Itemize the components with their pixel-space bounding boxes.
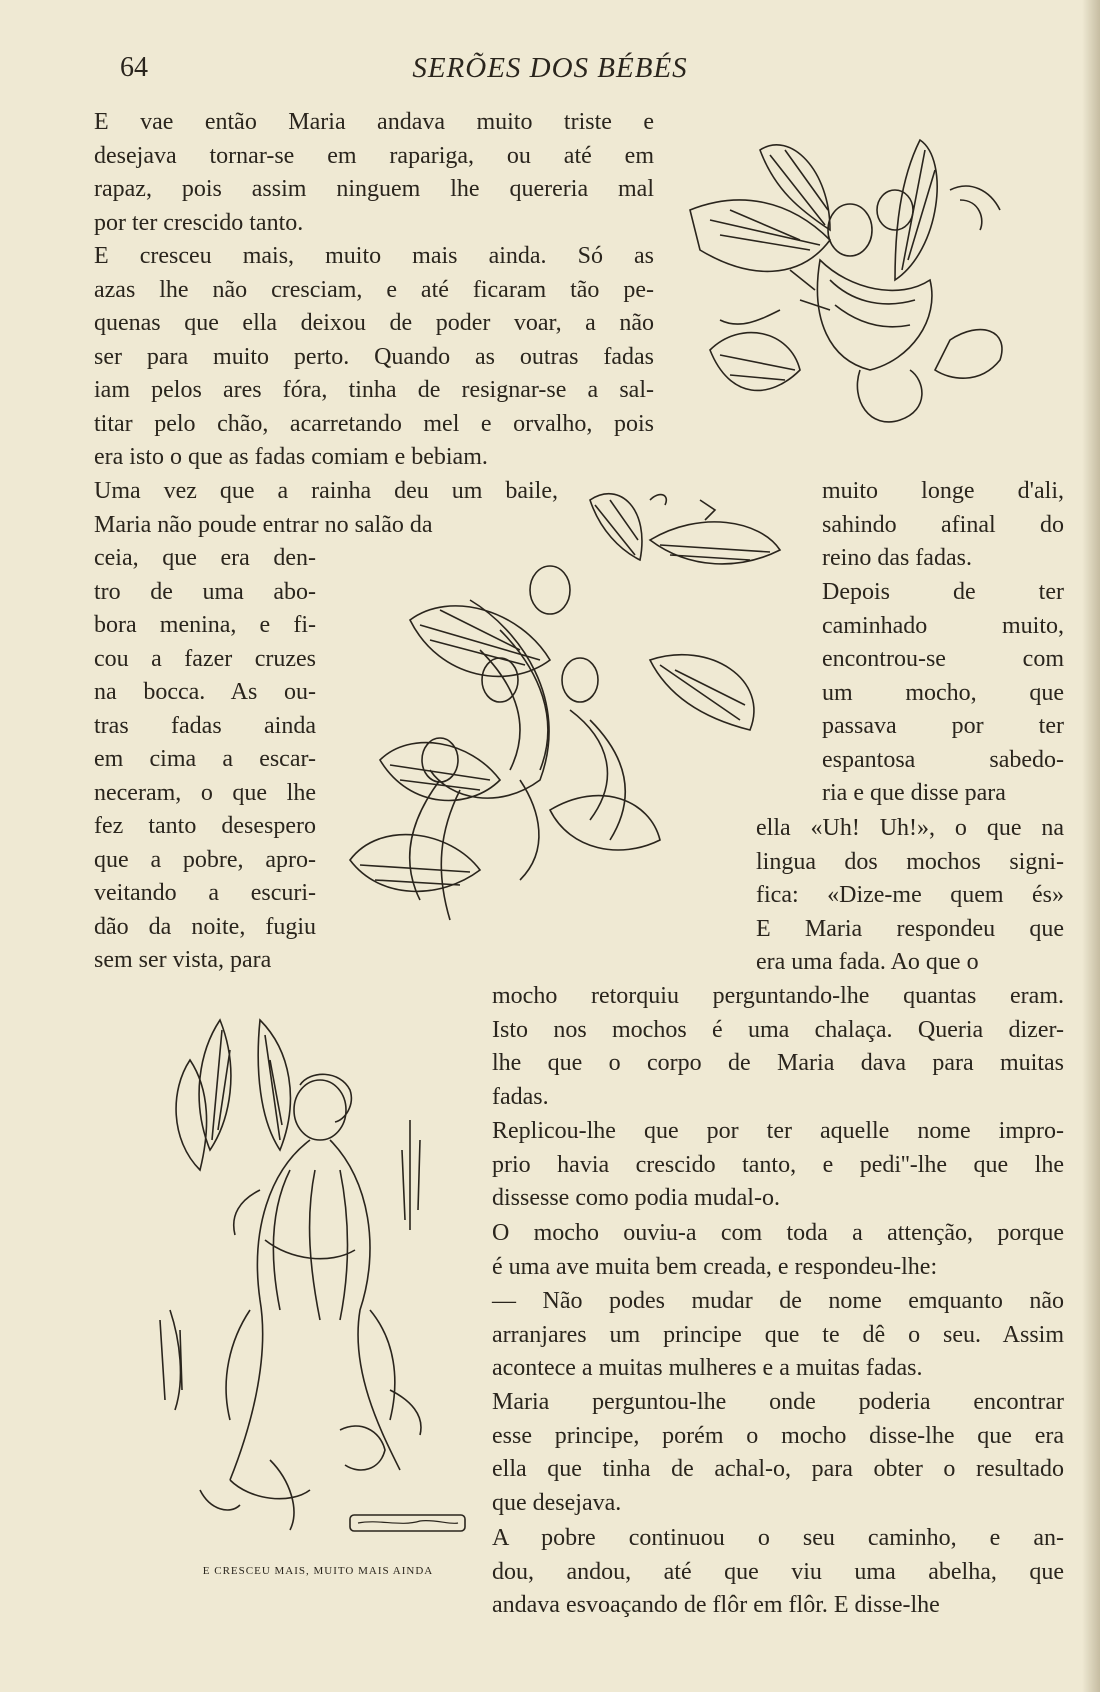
text-line: sem ser vista, para xyxy=(94,947,272,973)
page-number: 64 xyxy=(120,52,148,83)
text-line: tro de uma abo- xyxy=(94,578,316,605)
text-line: andava esvoaçando de flôr em flôr. E disse-lhe xyxy=(492,1592,940,1618)
paragraph-5 xyxy=(492,1115,1064,1216)
paragraph-7 xyxy=(492,1285,1064,1386)
text-line: ella que tinha de achal-o, para obter o resultado xyxy=(492,1456,1064,1482)
text-line: Maria perguntou-lhe onde poderia encontrar xyxy=(492,1389,1064,1415)
text-line: caminhado muito, xyxy=(822,612,1064,639)
text-line: arranjares um principe que te dê o seu. Assim xyxy=(492,1321,1064,1348)
text-line: que desejava. xyxy=(492,1489,622,1516)
text-line: na bocca. As ou- xyxy=(94,679,316,705)
fairy-cluster-illustration xyxy=(680,130,1020,440)
running-title: SERÕES DOS BÉBÉS xyxy=(412,52,688,84)
text-line: dissesse como podia mudal-o. xyxy=(492,1185,780,1211)
text-line: fez tanto desespero xyxy=(94,813,316,839)
text-line: dão da noite, fugiu xyxy=(94,913,316,940)
text-line: lhe que o corpo de Maria dava para muitas xyxy=(492,1050,1064,1076)
page-edge-shadow xyxy=(1082,0,1100,1692)
text-line: iam pelos ares fóra, tinha de resignar-se a sal- xyxy=(94,377,654,403)
text-line: Uma vez que a rainha deu um baile, xyxy=(94,478,558,504)
text-line: lingua dos mochos signi- xyxy=(756,848,1064,875)
text-line: bora menina, e fi- xyxy=(94,612,316,638)
flying-fairies-illustration xyxy=(320,480,820,950)
text-line: sahindo afinal do xyxy=(822,511,1064,538)
text-line: que a pobre, apro- xyxy=(94,846,316,873)
text-line: fadas. xyxy=(492,1083,549,1110)
paragraph-6 xyxy=(492,1217,1064,1284)
text-line: azas lhe não cresciam, e até ficaram tão pe- xyxy=(94,276,654,303)
text-line: um mocho, que xyxy=(822,679,1064,706)
text-line: tras fadas ainda xyxy=(94,712,316,739)
paragraph-4-narrow xyxy=(822,576,1064,811)
text-line: reino das fadas. xyxy=(822,545,972,571)
text-line: rapaz, pois assim ninguem lhe quereria mal xyxy=(94,176,654,202)
page-header xyxy=(0,44,1100,94)
text-line: veitando a escuri- xyxy=(94,880,316,906)
text-line: acontece a muitas mulheres e a muitas fadas. xyxy=(492,1355,923,1381)
text-line: Replicou-lhe que por ter aquelle nome impro- xyxy=(492,1118,1064,1144)
paragraph-1 xyxy=(94,106,654,240)
text-line: neceram, o que lhe xyxy=(94,779,316,806)
text-line: ella «Uh! Uh!», o que na xyxy=(756,815,1064,841)
text-line: passava por ter xyxy=(822,713,1064,739)
text-line: E vae então Maria andava muito triste e xyxy=(94,109,654,135)
text-line: Isto nos mochos é uma chalaça. Queria dizer- xyxy=(492,1016,1064,1043)
text-line: Maria não poude entrar no salão da xyxy=(94,511,433,538)
text-line: em cima a escar- xyxy=(94,746,316,772)
text-line: esse principe, porém o mocho disse-lhe que era xyxy=(492,1422,1064,1449)
text-line: mocho retorquiu perguntando-lhe quantas eram. xyxy=(492,983,1064,1009)
paragraph-3-right xyxy=(822,475,1064,576)
illustration-caption: E CRESCEU MAIS, MUITO MAIS AINDA xyxy=(202,1565,434,1577)
text-line: espantosa sabedo- xyxy=(822,746,1064,773)
text-line: titar pelo chão, acarretando mel e orvalho, pois xyxy=(94,410,654,437)
paragraph-2 xyxy=(94,240,654,475)
text-line: ria e que disse para xyxy=(822,780,1006,806)
text-line: E Maria respondeu que xyxy=(756,915,1064,942)
text-line: quenas que ella deixou de poder voar, a não xyxy=(94,310,654,336)
tall-fairy-illustration xyxy=(140,1010,480,1550)
text-line: cou a fazer cruzes xyxy=(94,645,316,672)
text-line: Depois de ter xyxy=(822,579,1064,605)
text-line: por ter crescido tanto. xyxy=(94,209,304,236)
text-line: prio havia crescido tanto, e pedi''-lhe que lhe xyxy=(492,1151,1064,1178)
paragraph-8 xyxy=(492,1386,1064,1520)
text-line: dou, andou, até que viu uma abelha, que xyxy=(492,1558,1064,1585)
text-line: muito longe d'ali, xyxy=(822,478,1064,504)
text-line: ceia, que era den- xyxy=(94,545,316,571)
paragraph-9 xyxy=(492,1522,1064,1623)
text-line: O mocho ouviu-a com toda a attenção, porque xyxy=(492,1220,1064,1246)
text-line: — Não podes mudar de nome emquanto não xyxy=(492,1288,1064,1314)
text-line: E cresceu mais, muito mais ainda. Só as xyxy=(94,243,654,269)
text-line: é uma ave muita bem creada, e respondeu-lhe: xyxy=(492,1253,938,1280)
text-line: desejava tornar-se em rapariga, ou até em xyxy=(94,142,654,169)
text-line: era uma fada. Ao que o xyxy=(756,949,979,975)
text-line: A pobre continuou o seu caminho, e an- xyxy=(492,1525,1064,1551)
paragraph-3-narrow xyxy=(94,542,316,978)
text-line: ser para muito perto. Quando as outras fadas xyxy=(94,343,654,370)
text-line: fica: «Dize-me quem és» xyxy=(756,882,1064,908)
text-line: encontrou-se com xyxy=(822,646,1064,672)
paragraph-4-wide xyxy=(492,980,1064,1114)
text-line: era isto o que as fadas comiam e bebiam. xyxy=(94,444,488,470)
